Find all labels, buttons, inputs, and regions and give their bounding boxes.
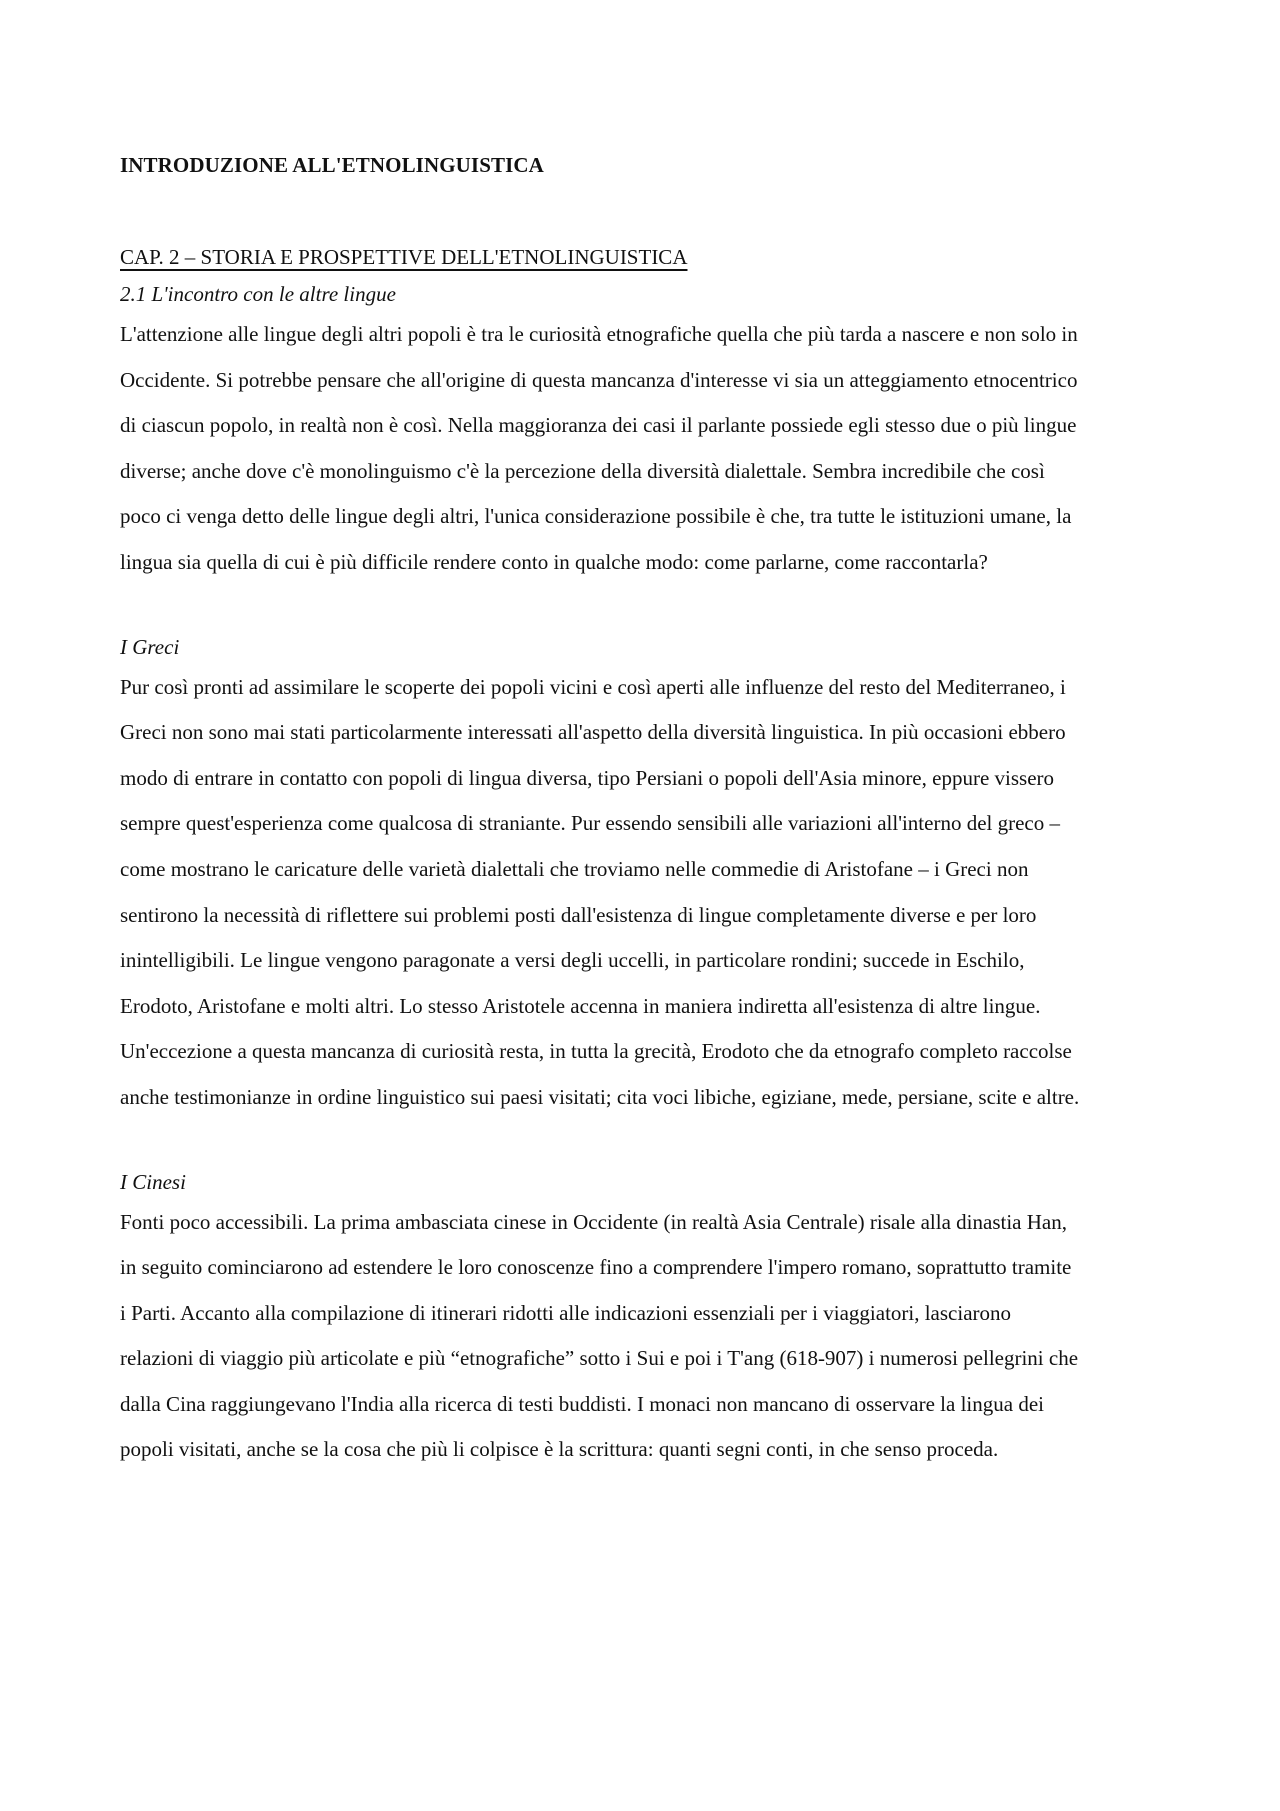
intro-paragraph: L'attenzione alle lingue degli altri popoli è tra le curiosità etnografiche quella che più tarda a nascere e non solo in Occidente. Si potrebbe pensare che all'origine di questa mancanza d'interesse vi sia un atteggiamento etnocentrico di ciascun popolo, in realtà non è così. Nella maggioranza dei casi il parlante possiede egli stesso due o più lingue diverse; anche dove c'è monolinguismo c'è la percezione della diversità dialettale. Sembra incredibile che così poco ci venga detto delle lingue degli altri, l'unica considerazione possibile è che, tra tutte le istituzioni umane, la lingua sia quella di cui è più difficile rendere conto in qualche modo: come parlarne, come raccontarla? — [120, 322, 1078, 574]
document-title: INTRODUZIONE ALL'ETNOLINGUISTICA — [120, 153, 544, 177]
chapter-heading: CAP. 2 – STORIA E PROSPETTIVE DELL'ETNOLINGUISTICA — [120, 245, 688, 269]
spacer — [120, 586, 1080, 632]
section-title: 2.1 L'incontro con le altre lingue — [120, 282, 396, 306]
subsection-heading-greci: I Greci — [120, 634, 180, 659]
greci-paragraph: Pur così pronti ad assimilare le scoperte dei popoli vicini e così aperti alle influenze del resto del Mediterraneo, i Greci non sono mai stati particolarmente interessati all'aspetto della diversità linguistica. In più occasioni ebbero modo di entrare in contatto con popoli di lingua diversa, tipo Persiani o popoli dell'Asia minore, eppure vissero sempre quest'esperienza come qualcosa di straniante. Pur essendo sensibili alle variazioni all'interno del greco – come mostrano le caricature delle varietà dialettali che troviamo nelle commedie di Aristofane – i Greci non sentirono la necessità di riflettere sui problemi posti dall'esistenza di lingue completamente diverse e per loro inintelligibili. Le lingue vengono paragonate a versi degli uccelli, in particolare rondini; succede in Eschilo, Erodoto, Aristofane e molti altri. Lo stesso Aristotele accenna in maniera indiretta all'esistenza di altre lingue. Un'eccezione a questa mancanza di curiosità resta, in tutta la grecità, Erodoto che da etnografo completo raccolse anche testimonianze in ordine linguistico sui paesi visitati; cita voci libiche, egiziane, mede, persiane, scite e altre. — [120, 674, 1080, 1109]
spacer — [120, 1121, 1080, 1167]
cinesi-paragraph: Fonti poco accessibili. La prima ambasciata cinese in Occidente (in realtà Asia Centrale) risale alla dinastia Han, in seguito cominciarono ad estendere le loro conoscenze fino a comprendere l'impero romano, soprattutto tramite i Parti. Accanto alla compilazione di itinerari ridotti alle indicazioni essenziali per i viaggiatori, lasciarono relazioni di viaggio più articolate e più “etnografiche” sotto i Sui e poi i T'ang (618-907) i numerosi pellegrini che dalla Cina raggiungevano l'India alla ricerca di testi buddisti. I monaci non mancano di osservare la lingua dei popoli visitati, anche se la cosa che più li colpisce è la scrittura: quanti segni conti, in che senso proceda. — [120, 1209, 1079, 1462]
document-page — [120, 150, 1080, 1473]
subsection-heading-cinesi: I Cinesi — [120, 1169, 186, 1194]
